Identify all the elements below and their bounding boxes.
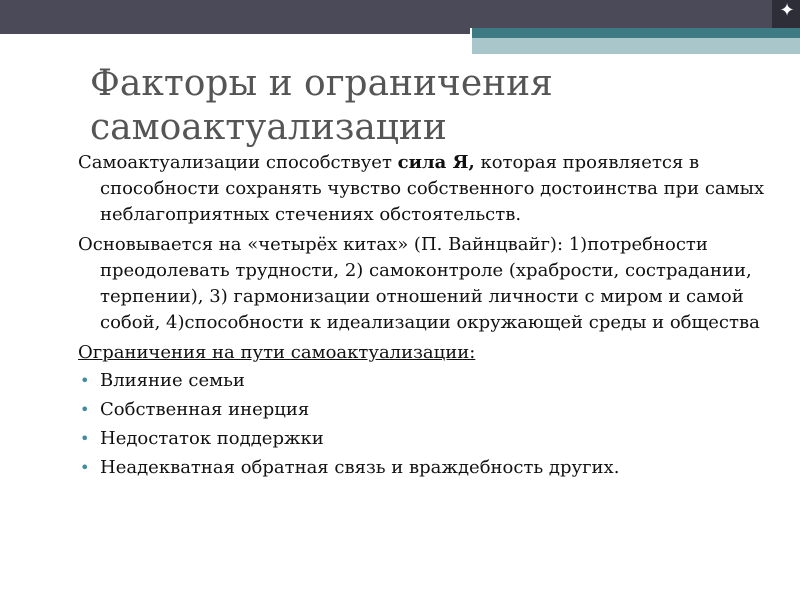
list-item [78, 368, 778, 394]
header-stripe-left [0, 28, 470, 34]
slide-title: Факторы и ограничения самоактуализации [90, 63, 553, 148]
sparkle-icon: ✦ [779, 0, 795, 21]
list-item-text: Неадекватная обратная связь и враждебность других. [100, 457, 620, 478]
slide-body [78, 150, 778, 484]
list-item [78, 426, 778, 452]
list-item-text: Собственная инерция [100, 399, 310, 420]
bullet-icon: • [80, 371, 90, 390]
paragraph-four-whales: Основывается на «четырёх китах» (П. Вайнцвайг): 1)потребности преодолевать трудности, 2) самоконтроле (храбрости, сострадании, терпении), 3) гармонизации отношений личности с миром и самой собой, 4)способности к идеализации окружающей среды и общества [78, 234, 760, 333]
header-stripe-right-dark [472, 28, 800, 38]
list-item-text: Недостаток поддержки [100, 428, 324, 449]
list-item [78, 397, 778, 423]
bullet-icon: • [80, 429, 90, 448]
list-item [78, 455, 778, 481]
paragraph-strength-bold: сила Я, [397, 152, 475, 173]
bullet-icon: • [80, 458, 90, 477]
paragraph-strength-pre: Самоактуализации способствует [78, 152, 398, 173]
top-bar [0, 0, 800, 28]
header-stripe-right-light [472, 38, 800, 54]
limits-heading: Ограничения на пути самоактуализации: [78, 342, 476, 363]
paragraph-strength-post: которая проявляется в способности сохранять чувство собственного достоинства при самых неблагоприятных стечениях обстоятельств. [100, 152, 765, 225]
limits-list [78, 368, 778, 481]
list-item-text: Влияние семьи [100, 370, 245, 391]
bullet-icon: • [80, 400, 90, 419]
paragraph-strength [78, 150, 778, 228]
